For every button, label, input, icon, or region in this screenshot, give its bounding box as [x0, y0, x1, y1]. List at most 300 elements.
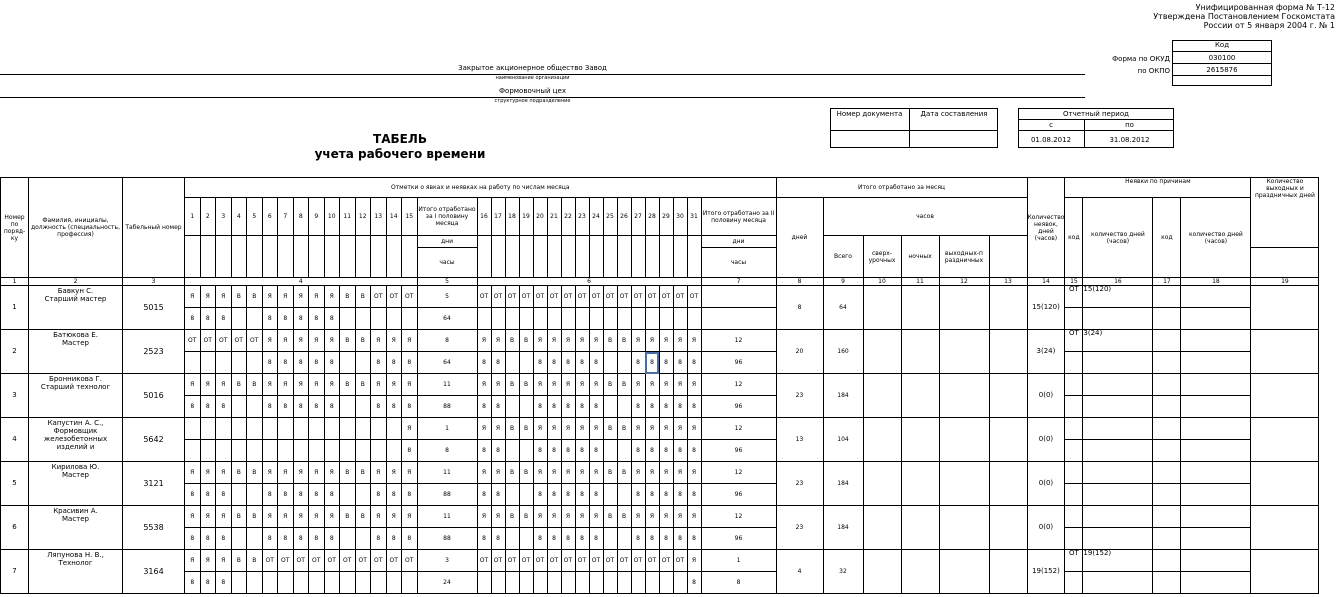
- mark-cell[interactable]: В: [519, 330, 533, 352]
- hours-cell[interactable]: [386, 308, 402, 330]
- hours-cell[interactable]: 8: [645, 484, 659, 506]
- hours-cell[interactable]: [673, 572, 687, 594]
- hours-cell[interactable]: [519, 308, 533, 330]
- hours-cell[interactable]: [340, 440, 356, 462]
- mark-cell[interactable]: Я: [673, 418, 687, 440]
- mark-cell[interactable]: Я: [185, 462, 201, 484]
- mark-cell[interactable]: [293, 418, 309, 440]
- hours-cell[interactable]: [293, 572, 309, 594]
- hours-cell[interactable]: 8: [200, 484, 216, 506]
- mark-cell[interactable]: Я: [278, 330, 294, 352]
- mark-cell[interactable]: Я: [561, 374, 575, 396]
- mark-cell[interactable]: ОТ: [673, 286, 687, 308]
- mark-cell[interactable]: Я: [262, 286, 278, 308]
- mark-cell[interactable]: Я: [402, 418, 418, 440]
- table-cell[interactable]: [863, 286, 901, 330]
- mark-cell[interactable]: Я: [645, 418, 659, 440]
- hours-cell[interactable]: [340, 308, 356, 330]
- mark-cell[interactable]: Я: [659, 418, 673, 440]
- hours-cell[interactable]: [617, 396, 631, 418]
- mark-cell[interactable]: ОТ: [533, 550, 547, 572]
- mark-cell[interactable]: В: [603, 418, 617, 440]
- mark-cell[interactable]: ОТ: [477, 286, 491, 308]
- mark-cell[interactable]: Я: [631, 330, 645, 352]
- hours-cell[interactable]: 8: [575, 528, 589, 550]
- hours-cell[interactable]: 8: [371, 396, 387, 418]
- hours-cell[interactable]: 8: [533, 484, 547, 506]
- mark-cell[interactable]: Я: [185, 286, 201, 308]
- mark-cell[interactable]: ОТ: [309, 550, 325, 572]
- hours-cell[interactable]: [247, 484, 263, 506]
- mark-cell[interactable]: В: [519, 462, 533, 484]
- hours-cell[interactable]: 8: [185, 528, 201, 550]
- hours-cell[interactable]: [309, 440, 325, 462]
- hours-cell[interactable]: 8: [589, 396, 603, 418]
- mark-cell[interactable]: Я: [216, 550, 232, 572]
- mark-cell[interactable]: ОТ: [371, 286, 387, 308]
- hours-cell[interactable]: [519, 484, 533, 506]
- hours-cell[interactable]: [231, 308, 247, 330]
- hours-cell[interactable]: 8: [278, 528, 294, 550]
- mark-cell[interactable]: В: [231, 550, 247, 572]
- mark-cell[interactable]: Я: [687, 506, 701, 528]
- hours-cell[interactable]: [371, 440, 387, 462]
- mark-cell[interactable]: Я: [216, 286, 232, 308]
- hours-cell[interactable]: 8: [575, 352, 589, 374]
- mark-cell[interactable]: Я: [324, 330, 340, 352]
- mark-cell[interactable]: Я: [293, 330, 309, 352]
- mark-cell[interactable]: Я: [561, 330, 575, 352]
- hours-cell[interactable]: [262, 440, 278, 462]
- hours-cell[interactable]: 8: [575, 440, 589, 462]
- hours-cell[interactable]: 8: [293, 528, 309, 550]
- hours-cell[interactable]: [355, 352, 371, 374]
- hours-cell[interactable]: 8: [262, 484, 278, 506]
- mark-cell[interactable]: Я: [324, 506, 340, 528]
- mark-cell[interactable]: ОТ: [402, 286, 418, 308]
- hours-cell[interactable]: [293, 440, 309, 462]
- hours-cell[interactable]: 8: [547, 440, 561, 462]
- mark-cell[interactable]: Я: [491, 418, 505, 440]
- mark-cell[interactable]: В: [603, 462, 617, 484]
- hours-cell[interactable]: [617, 352, 631, 374]
- hours-cell[interactable]: 8: [402, 440, 418, 462]
- hours-cell[interactable]: [519, 528, 533, 550]
- hours-cell[interactable]: 8: [687, 572, 701, 594]
- hours-cell[interactable]: 8: [659, 440, 673, 462]
- mark-cell[interactable]: ОТ: [216, 330, 232, 352]
- hours-cell[interactable]: [603, 440, 617, 462]
- table-cell[interactable]: [939, 550, 989, 594]
- hours-cell[interactable]: [231, 396, 247, 418]
- mark-cell[interactable]: В: [505, 330, 519, 352]
- hours-cell[interactable]: [505, 308, 519, 330]
- hours-cell[interactable]: [231, 572, 247, 594]
- hours-cell[interactable]: 8: [687, 396, 701, 418]
- mark-cell[interactable]: Я: [575, 330, 589, 352]
- mark-cell[interactable]: ОТ: [477, 550, 491, 572]
- hours-cell[interactable]: 8: [200, 308, 216, 330]
- hours-cell[interactable]: [477, 308, 491, 330]
- hours-cell[interactable]: [371, 308, 387, 330]
- mark-cell[interactable]: Я: [200, 506, 216, 528]
- hours-cell[interactable]: 8: [262, 528, 278, 550]
- hours-cell[interactable]: [505, 528, 519, 550]
- hours-cell[interactable]: 8: [645, 352, 659, 374]
- mark-cell[interactable]: В: [617, 506, 631, 528]
- hours-cell[interactable]: 8: [547, 528, 561, 550]
- mark-cell[interactable]: В: [247, 286, 263, 308]
- hours-cell[interactable]: [247, 572, 263, 594]
- mark-cell[interactable]: Я: [659, 462, 673, 484]
- hours-cell[interactable]: [617, 308, 631, 330]
- mark-cell[interactable]: Я: [547, 506, 561, 528]
- mark-cell[interactable]: Я: [645, 374, 659, 396]
- mark-cell[interactable]: Я: [631, 418, 645, 440]
- mark-cell[interactable]: В: [505, 506, 519, 528]
- hours-cell[interactable]: [355, 308, 371, 330]
- table-cell[interactable]: [901, 330, 939, 374]
- hours-cell[interactable]: 8: [631, 396, 645, 418]
- mark-cell[interactable]: Я: [371, 374, 387, 396]
- hours-cell[interactable]: 8: [645, 440, 659, 462]
- mark-cell[interactable]: Я: [589, 462, 603, 484]
- table-cell[interactable]: [989, 550, 1027, 594]
- mark-cell[interactable]: ОТ: [386, 550, 402, 572]
- table-cell[interactable]: [901, 506, 939, 550]
- mark-cell[interactable]: В: [247, 506, 263, 528]
- mark-cell[interactable]: В: [355, 330, 371, 352]
- mark-cell[interactable]: Я: [547, 462, 561, 484]
- hours-cell[interactable]: 8: [216, 396, 232, 418]
- hours-cell[interactable]: 8: [262, 308, 278, 330]
- mark-cell[interactable]: Я: [477, 374, 491, 396]
- mark-cell[interactable]: Я: [278, 506, 294, 528]
- hours-cell[interactable]: [216, 352, 232, 374]
- hours-cell[interactable]: [575, 572, 589, 594]
- mark-cell[interactable]: В: [617, 374, 631, 396]
- mark-cell[interactable]: В: [231, 462, 247, 484]
- hours-cell[interactable]: [603, 528, 617, 550]
- mark-cell[interactable]: ОТ: [519, 286, 533, 308]
- mark-cell[interactable]: Я: [386, 330, 402, 352]
- mark-cell[interactable]: Я: [561, 462, 575, 484]
- hours-cell[interactable]: 8: [477, 440, 491, 462]
- hours-cell[interactable]: [355, 528, 371, 550]
- hours-cell[interactable]: [216, 440, 232, 462]
- mark-cell[interactable]: Я: [200, 462, 216, 484]
- mark-cell[interactable]: ОТ: [200, 330, 216, 352]
- mark-cell[interactable]: Я: [293, 374, 309, 396]
- table-cell[interactable]: [901, 462, 939, 506]
- hours-cell[interactable]: [547, 572, 561, 594]
- table-cell[interactable]: [863, 506, 901, 550]
- mark-cell[interactable]: Я: [575, 462, 589, 484]
- mark-cell[interactable]: ОТ: [575, 550, 589, 572]
- hours-cell[interactable]: 8: [386, 396, 402, 418]
- mark-cell[interactable]: Я: [309, 506, 325, 528]
- mark-cell[interactable]: Я: [659, 506, 673, 528]
- mark-cell[interactable]: Я: [324, 462, 340, 484]
- mark-cell[interactable]: Я: [631, 506, 645, 528]
- hours-cell[interactable]: 8: [371, 352, 387, 374]
- hours-cell[interactable]: [340, 396, 356, 418]
- mark-cell[interactable]: Я: [402, 374, 418, 396]
- hours-cell[interactable]: 8: [589, 528, 603, 550]
- mark-cell[interactable]: ОТ: [673, 550, 687, 572]
- mark-cell[interactable]: Я: [293, 286, 309, 308]
- mark-cell[interactable]: В: [231, 506, 247, 528]
- mark-cell[interactable]: В: [231, 286, 247, 308]
- table-cell[interactable]: [939, 374, 989, 418]
- hours-cell[interactable]: 8: [185, 396, 201, 418]
- mark-cell[interactable]: В: [505, 418, 519, 440]
- table-cell[interactable]: [939, 506, 989, 550]
- hours-cell[interactable]: [533, 308, 547, 330]
- hours-cell[interactable]: [631, 572, 645, 594]
- mark-cell[interactable]: В: [355, 286, 371, 308]
- mark-cell[interactable]: ОТ: [659, 550, 673, 572]
- mark-cell[interactable]: Я: [262, 506, 278, 528]
- mark-cell[interactable]: Я: [293, 462, 309, 484]
- hours-cell[interactable]: [519, 572, 533, 594]
- mark-cell[interactable]: ОТ: [185, 330, 201, 352]
- table-cell[interactable]: [863, 550, 901, 594]
- mark-cell[interactable]: В: [617, 330, 631, 352]
- hours-cell[interactable]: 8: [491, 528, 505, 550]
- mark-cell[interactable]: Я: [533, 418, 547, 440]
- mark-cell[interactable]: Я: [216, 462, 232, 484]
- mark-cell[interactable]: Я: [262, 374, 278, 396]
- hours-cell[interactable]: 8: [491, 484, 505, 506]
- hours-cell[interactable]: 8: [477, 528, 491, 550]
- hours-cell[interactable]: 8: [561, 352, 575, 374]
- table-cell[interactable]: [901, 286, 939, 330]
- mark-cell[interactable]: Я: [200, 286, 216, 308]
- hours-cell[interactable]: [603, 352, 617, 374]
- mark-cell[interactable]: ОТ: [617, 286, 631, 308]
- hours-cell[interactable]: [278, 572, 294, 594]
- hours-cell[interactable]: 8: [402, 528, 418, 550]
- hours-cell[interactable]: [589, 572, 603, 594]
- table-cell[interactable]: [989, 462, 1027, 506]
- hours-cell[interactable]: 8: [561, 484, 575, 506]
- hours-cell[interactable]: 8: [402, 352, 418, 374]
- hours-cell[interactable]: [631, 308, 645, 330]
- hours-cell[interactable]: [547, 308, 561, 330]
- hours-cell[interactable]: 8: [547, 484, 561, 506]
- mark-cell[interactable]: ОТ: [645, 286, 659, 308]
- hours-cell[interactable]: 8: [533, 440, 547, 462]
- mark-cell[interactable]: Я: [216, 506, 232, 528]
- mark-cell[interactable]: ОТ: [278, 550, 294, 572]
- hours-cell[interactable]: 8: [324, 352, 340, 374]
- hours-cell[interactable]: 8: [561, 440, 575, 462]
- hours-cell[interactable]: 8: [309, 308, 325, 330]
- hours-cell[interactable]: 8: [533, 528, 547, 550]
- mark-cell[interactable]: Я: [185, 550, 201, 572]
- mark-cell[interactable]: ОТ: [491, 286, 505, 308]
- hours-cell[interactable]: 8: [402, 396, 418, 418]
- mark-cell[interactable]: Я: [324, 374, 340, 396]
- mark-cell[interactable]: [324, 418, 340, 440]
- hours-cell[interactable]: 8: [477, 484, 491, 506]
- mark-cell[interactable]: Я: [278, 286, 294, 308]
- mark-cell[interactable]: Я: [589, 418, 603, 440]
- mark-cell[interactable]: В: [603, 374, 617, 396]
- mark-cell[interactable]: ОТ: [247, 330, 263, 352]
- mark-cell[interactable]: ОТ: [505, 550, 519, 572]
- table-cell[interactable]: [989, 286, 1027, 330]
- mark-cell[interactable]: ОТ: [355, 550, 371, 572]
- mark-cell[interactable]: ОТ: [547, 286, 561, 308]
- mark-cell[interactable]: ОТ: [231, 330, 247, 352]
- hours-cell[interactable]: 8: [561, 396, 575, 418]
- hours-cell[interactable]: 8: [216, 484, 232, 506]
- table-cell[interactable]: [901, 374, 939, 418]
- hours-cell[interactable]: 8: [402, 484, 418, 506]
- mark-cell[interactable]: Я: [477, 330, 491, 352]
- hours-cell[interactable]: 8: [293, 352, 309, 374]
- mark-cell[interactable]: В: [617, 462, 631, 484]
- hours-cell[interactable]: [340, 352, 356, 374]
- mark-cell[interactable]: Я: [278, 374, 294, 396]
- mark-cell[interactable]: Я: [575, 374, 589, 396]
- hours-cell[interactable]: 8: [575, 396, 589, 418]
- mark-cell[interactable]: [278, 418, 294, 440]
- hours-cell[interactable]: [355, 484, 371, 506]
- hours-cell[interactable]: [324, 440, 340, 462]
- hours-cell[interactable]: 8: [673, 352, 687, 374]
- hours-cell[interactable]: [673, 308, 687, 330]
- hours-cell[interactable]: 8: [324, 396, 340, 418]
- hours-cell[interactable]: 8: [386, 352, 402, 374]
- hours-cell[interactable]: 8: [659, 352, 673, 374]
- hours-cell[interactable]: [617, 572, 631, 594]
- hours-cell[interactable]: 8: [278, 352, 294, 374]
- mark-cell[interactable]: ОТ: [505, 286, 519, 308]
- hours-cell[interactable]: [247, 440, 263, 462]
- hours-cell[interactable]: 8: [278, 396, 294, 418]
- mark-cell[interactable]: ОТ: [533, 286, 547, 308]
- hours-cell[interactable]: [505, 396, 519, 418]
- hours-cell[interactable]: [491, 308, 505, 330]
- hours-cell[interactable]: [371, 572, 387, 594]
- hours-cell[interactable]: [603, 572, 617, 594]
- mark-cell[interactable]: Я: [324, 286, 340, 308]
- hours-cell[interactable]: 8: [533, 396, 547, 418]
- table-cell[interactable]: [989, 374, 1027, 418]
- mark-cell[interactable]: Я: [491, 374, 505, 396]
- hours-cell[interactable]: [505, 352, 519, 374]
- hours-cell[interactable]: [505, 484, 519, 506]
- mark-cell[interactable]: [247, 418, 263, 440]
- mark-cell[interactable]: Я: [216, 374, 232, 396]
- table-cell[interactable]: [863, 330, 901, 374]
- mark-cell[interactable]: В: [340, 374, 356, 396]
- mark-cell[interactable]: Я: [477, 506, 491, 528]
- mark-cell[interactable]: В: [247, 462, 263, 484]
- mark-cell[interactable]: Я: [386, 462, 402, 484]
- hours-cell[interactable]: [645, 572, 659, 594]
- mark-cell[interactable]: В: [505, 462, 519, 484]
- hours-cell[interactable]: [200, 440, 216, 462]
- mark-cell[interactable]: Я: [575, 418, 589, 440]
- hours-cell[interactable]: [355, 440, 371, 462]
- hours-cell[interactable]: 8: [687, 484, 701, 506]
- mark-cell[interactable]: Я: [547, 330, 561, 352]
- mark-cell[interactable]: [386, 418, 402, 440]
- mark-cell[interactable]: Я: [589, 330, 603, 352]
- hours-cell[interactable]: [231, 440, 247, 462]
- mark-cell[interactable]: ОТ: [371, 550, 387, 572]
- hours-cell[interactable]: [231, 484, 247, 506]
- hours-cell[interactable]: [340, 528, 356, 550]
- hours-cell[interactable]: 8: [687, 440, 701, 462]
- mark-cell[interactable]: Я: [659, 374, 673, 396]
- hours-cell[interactable]: 8: [645, 528, 659, 550]
- hours-cell[interactable]: [231, 528, 247, 550]
- hours-cell[interactable]: 8: [262, 352, 278, 374]
- hours-cell[interactable]: 8: [293, 308, 309, 330]
- mark-cell[interactable]: [309, 418, 325, 440]
- hours-cell[interactable]: [262, 572, 278, 594]
- mark-cell[interactable]: ОТ: [575, 286, 589, 308]
- hours-cell[interactable]: 8: [589, 484, 603, 506]
- hours-cell[interactable]: 8: [547, 352, 561, 374]
- hours-cell[interactable]: [603, 396, 617, 418]
- hours-cell[interactable]: [519, 352, 533, 374]
- mark-cell[interactable]: ОТ: [561, 286, 575, 308]
- mark-cell[interactable]: ОТ: [262, 550, 278, 572]
- mark-cell[interactable]: ОТ: [645, 550, 659, 572]
- hours-cell[interactable]: 8: [673, 484, 687, 506]
- hours-cell[interactable]: [617, 528, 631, 550]
- mark-cell[interactable]: Я: [491, 506, 505, 528]
- table-cell[interactable]: [901, 550, 939, 594]
- table-cell[interactable]: [939, 286, 989, 330]
- hours-cell[interactable]: [561, 308, 575, 330]
- mark-cell[interactable]: Я: [278, 462, 294, 484]
- hours-cell[interactable]: [340, 572, 356, 594]
- hours-cell[interactable]: 8: [185, 484, 201, 506]
- hours-cell[interactable]: [231, 352, 247, 374]
- hours-cell[interactable]: [477, 572, 491, 594]
- mark-cell[interactable]: ОТ: [340, 550, 356, 572]
- mark-cell[interactable]: ОТ: [293, 550, 309, 572]
- hours-cell[interactable]: 8: [673, 528, 687, 550]
- mark-cell[interactable]: Я: [533, 374, 547, 396]
- mark-cell[interactable]: Я: [687, 374, 701, 396]
- hours-cell[interactable]: 8: [631, 440, 645, 462]
- table-cell[interactable]: [863, 418, 901, 462]
- table-cell[interactable]: [989, 330, 1027, 374]
- mark-cell[interactable]: В: [519, 506, 533, 528]
- hours-cell[interactable]: [617, 440, 631, 462]
- mark-cell[interactable]: Я: [386, 374, 402, 396]
- mark-cell[interactable]: В: [340, 506, 356, 528]
- hours-cell[interactable]: 8: [309, 396, 325, 418]
- hours-cell[interactable]: 8: [309, 484, 325, 506]
- mark-cell[interactable]: В: [247, 550, 263, 572]
- mark-cell[interactable]: ОТ: [491, 550, 505, 572]
- mark-cell[interactable]: Я: [631, 374, 645, 396]
- hours-cell[interactable]: 8: [631, 484, 645, 506]
- mark-cell[interactable]: Я: [185, 506, 201, 528]
- mark-cell[interactable]: ОТ: [659, 286, 673, 308]
- hours-cell[interactable]: 8: [673, 396, 687, 418]
- mark-cell[interactable]: Я: [645, 330, 659, 352]
